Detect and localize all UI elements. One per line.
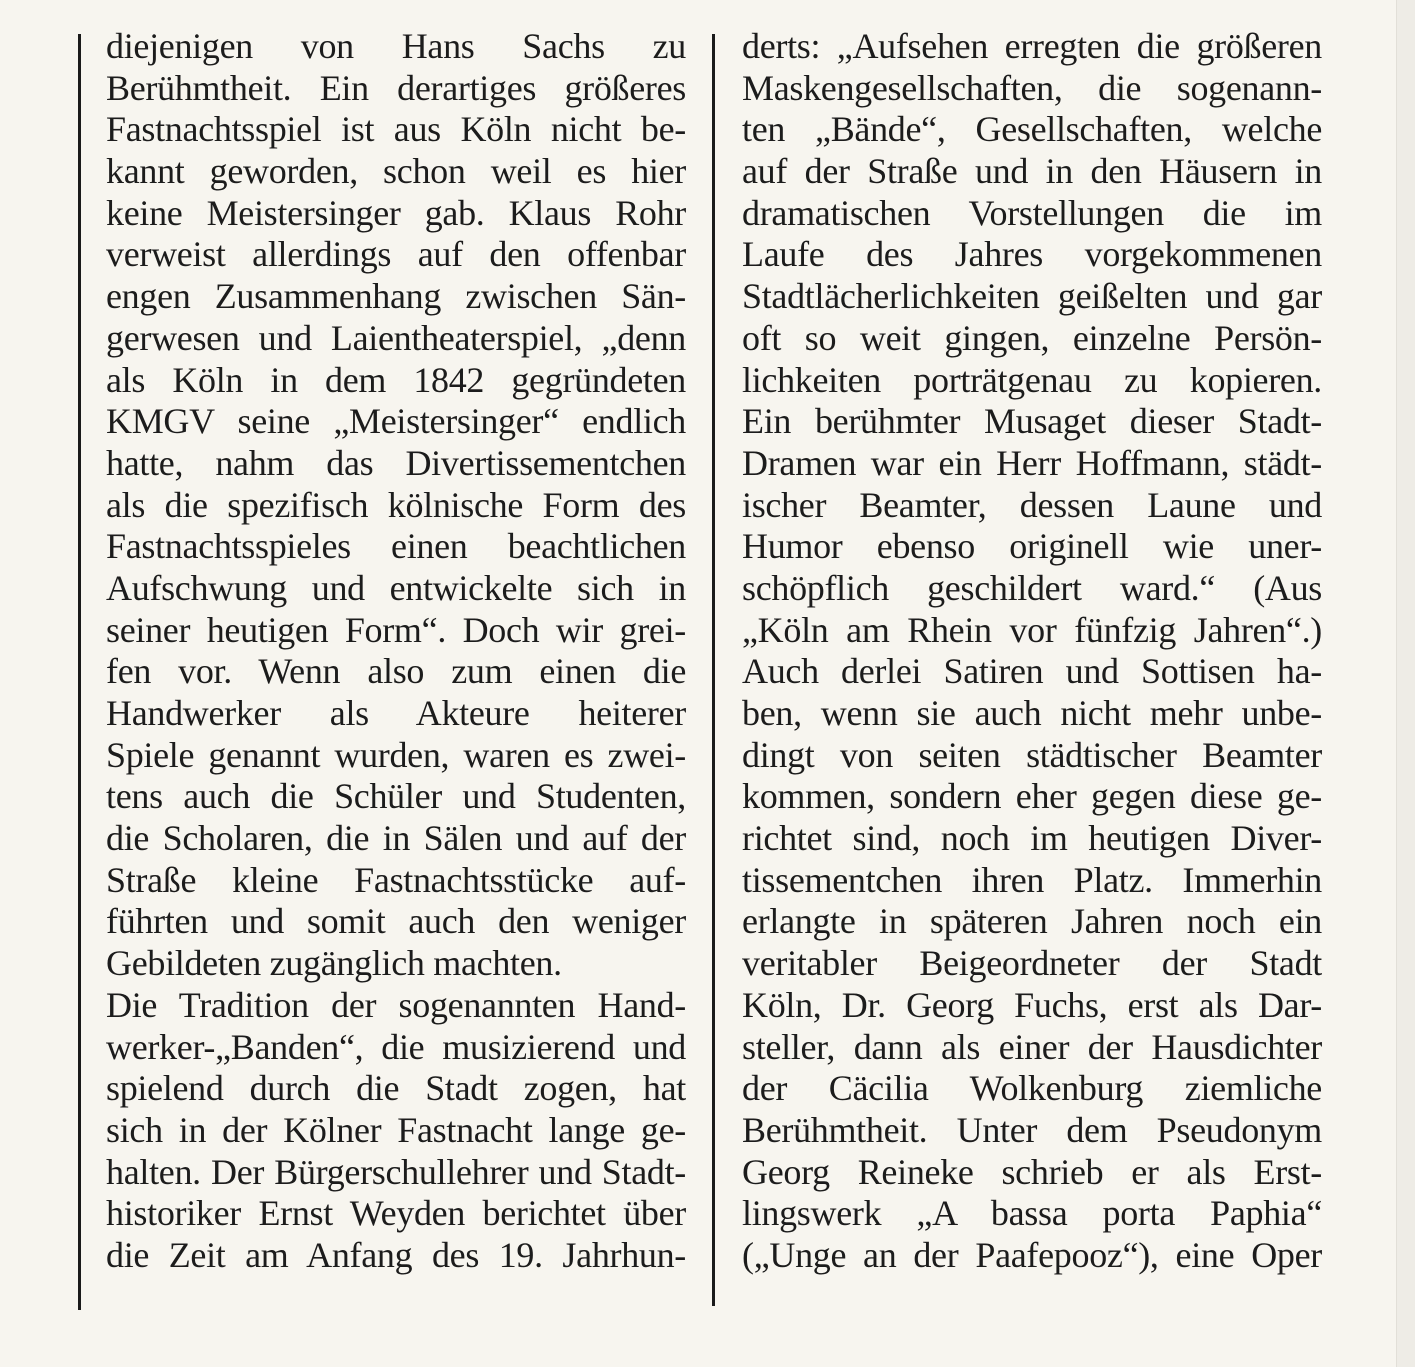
text-line: auf der Straße und in den Häusern in xyxy=(742,151,1322,192)
text-line: lichkeiten porträtgenau zu kopieren. xyxy=(742,359,1322,400)
text-line: historiker Ernst Weyden berichtet über xyxy=(106,1193,686,1234)
text-line: Die Tradition der sogenannten Hand- xyxy=(106,984,686,1025)
text-line: Georg Reineke schrieb er als Erst- xyxy=(742,1151,1322,1192)
text-line: richtet sind, noch im heutigen Diver- xyxy=(742,818,1322,859)
text-line: steller, dann als einer der Hausdichter xyxy=(742,1026,1322,1067)
text-line: KMGV seine „Meistersinger“ endlich xyxy=(106,401,686,442)
left-margin-rule xyxy=(78,34,81,1310)
text-line: verweist allerdings auf den offenbar xyxy=(106,234,686,275)
text-line: die Scholaren, die in Sälen und auf der xyxy=(106,818,686,859)
text-line: hatte, nahm das Divertissementchen xyxy=(106,442,686,483)
text-line: Berühmtheit. Unter dem Pseudonym xyxy=(742,1109,1322,1150)
text-line: fen vor. Wenn also zum einen die xyxy=(106,651,686,692)
text-line: ben, wenn sie auch nicht mehr unbe- xyxy=(742,693,1322,733)
text-line: Dramen war ein Herr Hoffmann, städt- xyxy=(742,442,1322,483)
text-line: spielend durch die Stadt zogen, hat xyxy=(106,1068,686,1109)
text-line: dingt von seiten städtischer Beamter xyxy=(742,734,1322,775)
text-line: Gebildeten zugänglich machten. xyxy=(106,943,562,984)
text-line: Ein berühmter Musaget dieser Stadt- xyxy=(742,401,1322,442)
text-line: gerwesen und Laientheaterspiel, „denn xyxy=(106,317,686,358)
text-line: schöpflich geschildert ward.“ (Aus xyxy=(742,567,1322,608)
text-line: Stadtlächerlichkeiten geißelten und gar xyxy=(742,276,1322,317)
text-line: kommen, sondern eher gegen diese ge- xyxy=(742,776,1322,817)
text-line: Köln, Dr. Georg Fuchs, erst als Dar- xyxy=(742,984,1322,1025)
text-line: werker-„Banden“, die musizierend und xyxy=(106,1026,686,1067)
text-line: ten „Bände“, Gesellschaften, welche xyxy=(742,109,1322,150)
text-line: Handwerker als Akteure heiterer xyxy=(106,693,686,733)
text-line: Berühmtheit. Ein derartiges größeres xyxy=(106,67,686,108)
text-line: Fastnachtsspieles einen beachtlichen xyxy=(106,526,686,567)
text-line: als die spezifisch kölnische Form des xyxy=(106,484,686,525)
text-line: tens auch die Schüler und Studenten, xyxy=(106,776,686,817)
text-line: führten und somit auch den weniger xyxy=(106,901,686,942)
text-line: engen Zusammenhang zwischen Sän- xyxy=(106,276,686,317)
text-line: Fastnachtsspiel ist aus Köln nicht be- xyxy=(106,109,686,150)
text-line: oft so weit gingen, einzelne Persön- xyxy=(742,317,1322,358)
text-line: dramatischen Vorstellungen die im xyxy=(742,192,1322,233)
text-line: „Köln am Rhein vor fünfzig Jahren“.) xyxy=(742,609,1322,650)
text-line: Spiele genannt wurden, waren es zwei- xyxy=(106,734,686,775)
text-line: veritabler Beigeordneter der Stadt xyxy=(742,943,1322,984)
text-line: tissementchen ihren Platz. Immerhin xyxy=(742,859,1322,900)
text-line: diejenigen von Hans Sachs zu xyxy=(106,26,686,66)
text-line: Straße kleine Fastnachtsstücke auf- xyxy=(106,859,686,900)
text-line: kannt geworden, schon weil es hier xyxy=(106,151,686,192)
text-line: seiner heutigen Form“. Doch wir grei- xyxy=(106,609,686,650)
text-line: Maskengesellschaften, die sogenann- xyxy=(742,67,1322,108)
text-line: keine Meistersinger gab. Klaus Rohr xyxy=(106,192,686,233)
text-line: Aufschwung und entwickelte sich in xyxy=(106,567,686,608)
right-text-column xyxy=(742,26,1322,1277)
text-line: Humor ebenso originell wie uner- xyxy=(742,526,1322,567)
text-line: halten. Der Bürgerschullehrer und Stadt- xyxy=(106,1151,686,1192)
text-line: der Cäcilia Wolkenburg ziemliche xyxy=(742,1068,1322,1109)
text-line: die Zeit am Anfang des 19. Jahrhun- xyxy=(106,1234,686,1275)
text-line: Auch derlei Satiren und Sottisen ha- xyxy=(742,651,1322,692)
page-edge xyxy=(1396,0,1415,1367)
text-line: erlangte in späteren Jahren noch ein xyxy=(742,901,1322,942)
text-line: Laufe des Jahres vorgekommenen xyxy=(742,234,1322,275)
text-line: („Unge an der Paafepooz“), eine Oper xyxy=(742,1234,1322,1275)
column-divider-rule xyxy=(712,34,715,1306)
text-line: lingswerk „A bassa porta Paphia“ xyxy=(742,1193,1322,1234)
text-line: sich in der Kölner Fastnacht lange ge- xyxy=(106,1109,686,1150)
text-line: als Köln in dem 1842 gegründeten xyxy=(106,359,686,400)
text-line: ischer Beamter, dessen Laune und xyxy=(742,484,1322,525)
left-text-column xyxy=(106,26,686,1277)
text-line: derts: „Aufsehen erregten die größeren xyxy=(742,26,1322,66)
